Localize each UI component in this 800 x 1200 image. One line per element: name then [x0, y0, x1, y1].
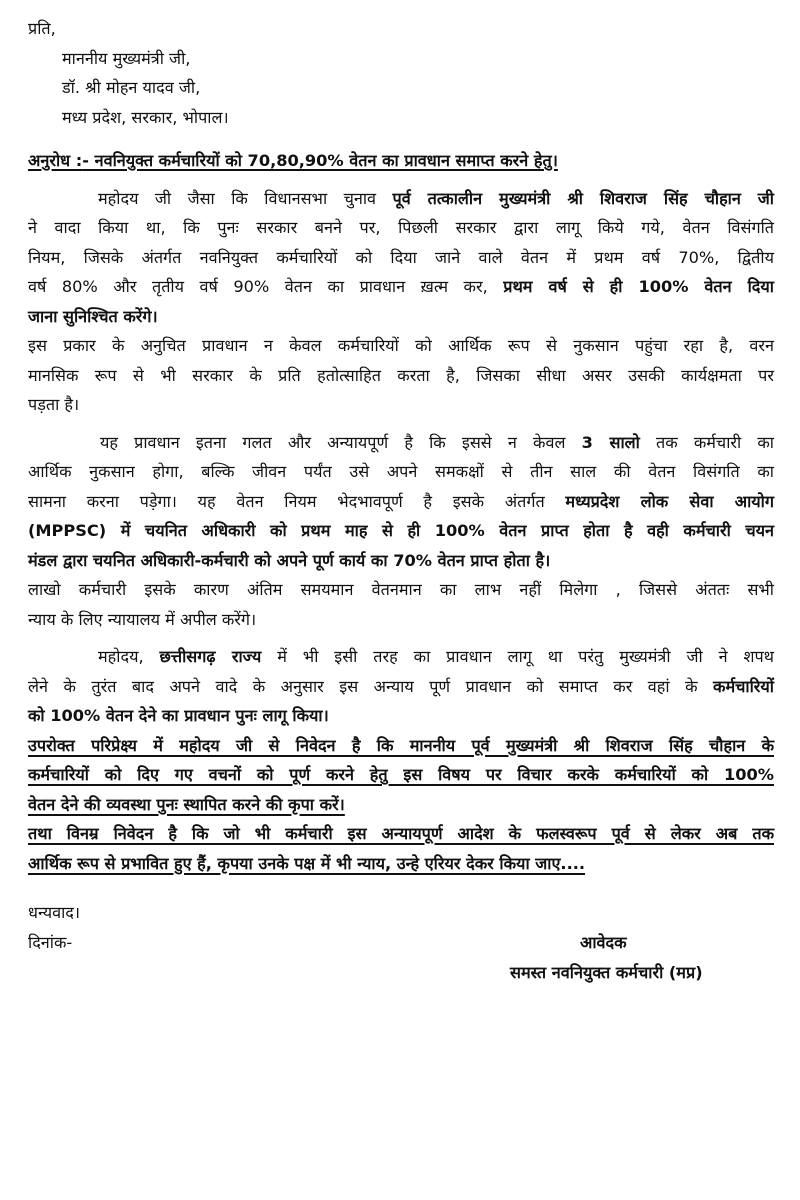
paragraph-text: इस प्रकार के अनुचित प्रावधान न केवल कर्मचारियों को आर्थिक रूप से नुकसान पहुंचा रहा है, वरन — [28, 336, 774, 355]
date-label: दिनांक- — [28, 932, 73, 952]
former-cm-name: पूर्व तत्कालीन मुख्यमंत्री श्री शिवराज सिंह चौहान जी — [392, 188, 774, 208]
restoration-highlight: को 100% वेतन देने का प्रावधान पुनः लागू किया। — [28, 706, 329, 725]
paragraph-text: महोदय, — [98, 647, 144, 666]
paragraph-discrimination — [28, 428, 774, 576]
applicant-label: आवेदक — [580, 932, 627, 952]
addressee-line-2: डॉ. श्री मोहन यादव जी, — [62, 78, 201, 97]
subject-line — [28, 146, 774, 176]
paragraph-text: नियम, जिसके अंतर्गत नवनियुक्त कर्मचारियों को दिया जाने वाले वेतन में प्रथम वर्ष 70%, द्वितीय — [28, 247, 774, 267]
paragraph-text: महोदय जी जैसा कि विधानसभा चुनाव — [98, 188, 377, 208]
signatory-name: समस्त नवनियुक्त कर्मचारी (मप्र) — [510, 962, 703, 982]
salutation-to: प्रति, — [28, 19, 56, 38]
mppsc-highlight: मध्यप्रदेश लोक सेवा आयोग — [565, 491, 774, 511]
promise-highlight: प्रथम वर्ष से ही 100% वेतन दिया — [503, 277, 774, 296]
paragraph-text: लेने के तुरंत बाद अपने वादे के अनुसार इस अन्याय पूर्ण प्रावधान को समाप्त कर वहां के — [28, 676, 698, 696]
employees-highlight: कर्मचारियों — [713, 676, 774, 696]
paragraph-chhattisgarh — [28, 642, 774, 731]
thanks-text: धन्यवाद। — [28, 903, 81, 922]
state-highlight: छत्तीसगढ़ राज्य — [159, 647, 262, 666]
request-text: तथा विनम्र निवेदन है कि जो भी कर्मचारी इस अन्यायपूर्ण आदेश के फलस्वरूप पूर्व से लेकर अब तक — [28, 824, 774, 843]
paragraph-text: तक कर्मचारी का — [656, 432, 775, 452]
mppsc-comparison-end: मंडल द्वारा चयनित अधिकारी-कर्मचारी को अपने पूर्ण कार्य का 70% वेतन प्राप्त होता है। — [28, 550, 551, 570]
paragraph-text: सामना करना पड़ेगा। यह वेतन नियम भेदभावपूर्ण है इसके अंतर्गत — [28, 491, 545, 511]
paragraph-text: यह प्रावधान इतना गलत और अन्यायपूर्ण है कि इससे न केवल — [100, 432, 566, 452]
paragraph-text: वर्ष 80% और तृतीय वर्ष 90% वेतन का प्रावधान ख़त्म कर, — [28, 277, 488, 296]
request-text: वेतन देने की व्यवस्था पुनः स्थापित करने की कृपा करें। — [28, 794, 345, 814]
request-text: कर्मचारियों को दिए गए वचनों को पूर्ण करने हेतु इस विषय पर विचार करके कर्मचारियों को 100% — [28, 765, 774, 784]
subject-label: अनुरोध : — [28, 151, 83, 170]
paragraph-promise — [28, 184, 774, 332]
request-paragraph-2 — [28, 819, 774, 878]
paragraph-text: आर्थिक नुकसान होगा, बल्कि जीवन पर्यंत उसे अपने समकक्षों से तीन साल की वेतन विसंगति का — [28, 462, 774, 481]
subject-text: - नवनियुक्त कर्मचारियों को 70,80,90% वेतन का प्रावधान समाप्त करने हेतु। — [82, 151, 558, 170]
paragraph-text: ने वादा किया था, कि पुनः सरकार बनने पर, पिछली सरकार द्वारा लागू किये गये, वेतन विसंगति — [28, 218, 774, 237]
request-text: आर्थिक रूप से प्रभावित हुए हैं, कृपया उनके पक्ष में भी न्याय, उन्हे एरियर देकर किया जाए.... — [28, 853, 586, 873]
date-applicant-row — [28, 928, 774, 958]
paragraph-text: लाखो कर्मचारी इसके कारण अंतिम समयमान वेतनमान का लाभ नहीं मिलेगा , जिससे अंततः सभी — [28, 580, 774, 599]
mppsc-comparison: (MPPSC) में चयनित अधिकारी को प्रथम माह से ही 100% वेतन प्राप्त होता है वही कर्मचारी चयन — [28, 521, 774, 540]
promise-highlight-end: जाना सुनिश्चित करेंगे। — [28, 306, 158, 326]
closing-block — [28, 898, 774, 988]
request-paragraph-1 — [28, 731, 774, 820]
paragraph-text: पड़ता है। — [28, 395, 80, 414]
years-highlight: 3 सालो — [581, 432, 640, 452]
paragraph-text: न्याय के लिए न्यायालय में अपील करेंगे। — [28, 609, 257, 629]
addressee-line-3: मध्य प्रदेश, सरकार, भोपाल। — [62, 107, 229, 127]
paragraph-text: मानसिक रूप से भी सरकार के प्रति हतोत्साहित करता है, जिसका सीधा असर उसकी कार्यक्षमता पर — [28, 365, 774, 385]
paragraph-impact — [28, 331, 774, 420]
signatory-row — [28, 958, 774, 988]
paragraph-appeal — [28, 575, 774, 634]
request-text: उपरोक्त परिप्रेक्ष्य में महोदय जी से निवेदन है कि माननीय पूर्व मुख्यमंत्री श्री शिवराज सिंह चौहान के — [28, 735, 774, 755]
addressee-line-1: माननीय मुख्यमंत्री जी, — [62, 48, 191, 68]
paragraph-text: में भी इसी तरह का प्रावधान लागू था परंतु मुख्यमंत्री जी ने शपथ — [277, 647, 775, 666]
